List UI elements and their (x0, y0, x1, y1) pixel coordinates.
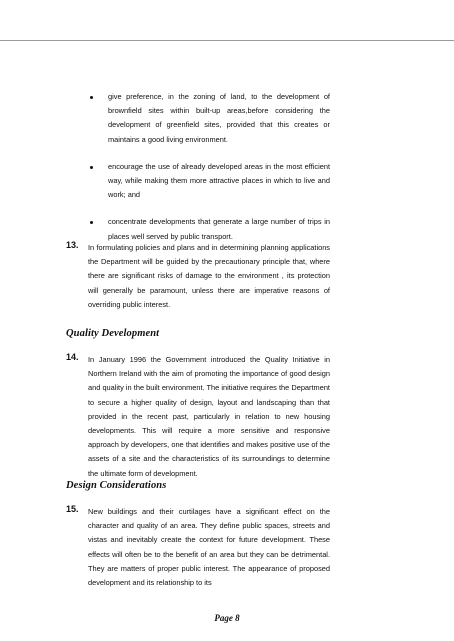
paragraph-number: 15. (66, 504, 79, 514)
paragraph-text: In formulating policies and plans and in determining planning applications the Department will be guided by the precautionary principle that, where there are significant risks of damage to the environment , its protection will generally be paramount, unless there are imperative reasons of overriding public interest. (88, 243, 330, 309)
paragraph-text: In January 1996 the Government introduced the Quality Initiative in Northern Ireland with the aim of promoting the importance of good design and quality in the built environment. The initiative requires the Department to secure a higher quality of design, layout and landscaping than that provided in the recent past, particularly in relation to new housing developments. This will require a more sensitive and responsive approach by developers, one that identifies and makes positive use of the assets of a site and the characteristics of its surroundings to determine the ultimate form of development. (88, 355, 330, 478)
bullet-list (86, 90, 330, 257)
bullet-text: give preference, in the zoning of land, to the development of brownfield sites within built-up areas,before considering the development of greenfield sites, provided that this creates or maintains a good living environment. (108, 92, 330, 144)
paragraph-14 (66, 353, 330, 481)
bullet-text: concentrate developments that generate a large number of trips in places well served by public transport. (108, 217, 330, 241)
list-item (86, 90, 330, 147)
paragraph-text: New buildings and their curtilages have a significant effect on the character and quality of an area. They define public spaces, streets and vistas and inevitably create the context for future development. These effects will often be to the benefit of an area but they can be detrimental. They are matters of proper public interest. The appearance of proposed development and its relationship to its (88, 507, 330, 588)
header-rule (0, 40, 454, 41)
paragraph-13 (66, 241, 330, 312)
bullet-icon (90, 166, 93, 169)
page-number: Page 8 (214, 613, 240, 623)
bullet-icon (90, 221, 93, 224)
bullet-icon (90, 96, 93, 99)
paragraph-15 (66, 505, 330, 590)
section-heading-quality: Quality Development (66, 328, 160, 339)
list-item (86, 215, 330, 243)
paragraph-number: 13. (66, 240, 79, 250)
list-item (86, 160, 330, 203)
paragraph-number: 14. (66, 352, 79, 362)
bullet-text: encourage the use of already developed areas in the most efficient way, while making them more attractive places in which to live and work; and (108, 161, 330, 200)
section-heading-design: Design Considerations (66, 480, 167, 491)
